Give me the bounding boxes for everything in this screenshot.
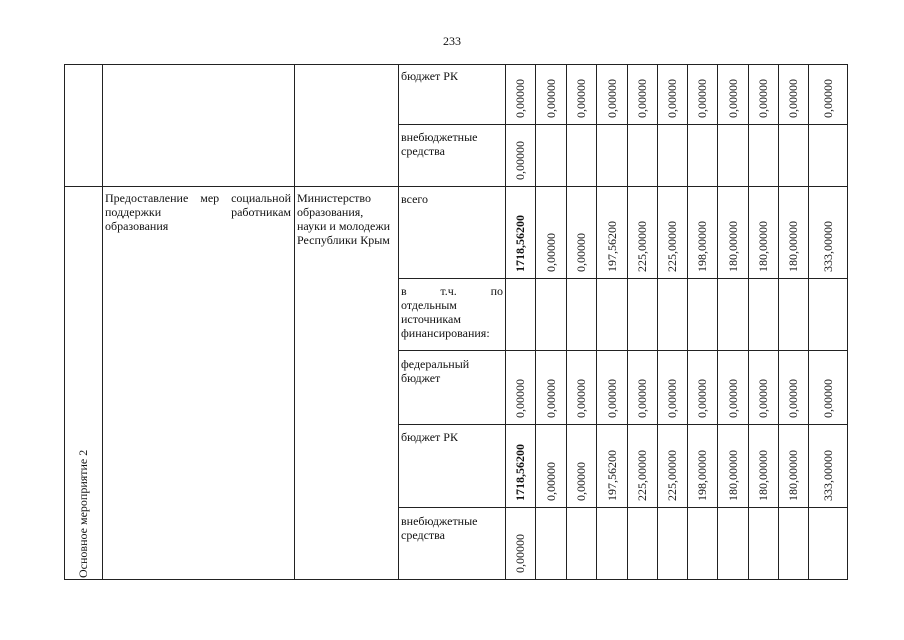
page-number: 233 (443, 34, 461, 48)
value-cell: 0,00000 (513, 534, 527, 573)
value-cell: 180,00000 (725, 221, 740, 272)
value-cell: 0,00000 (786, 379, 800, 418)
row-label-federal: федеральный бюджет (401, 357, 470, 385)
row-divider (398, 278, 848, 279)
col-divider (294, 64, 295, 580)
value-cell: 0,00000 (725, 79, 740, 118)
budget-table (64, 64, 848, 580)
value-cell: 0,00000 (635, 379, 649, 418)
row-divider (64, 186, 848, 187)
value-cell: 197,56200 (604, 221, 619, 272)
value-cell: 180,00000 (786, 450, 800, 501)
col-divider (596, 64, 597, 580)
col-divider (566, 64, 567, 580)
col-divider (657, 64, 658, 580)
value-cell: 0,00000 (665, 79, 679, 118)
row-label-incl-sources: в т.ч. по отдельным источникам финансирования: (401, 284, 503, 340)
value-cell: 0,00000 (786, 79, 800, 118)
value-cell: 0,00000 (543, 79, 558, 118)
value-cell: 180,00000 (786, 221, 800, 272)
row-divider (398, 350, 848, 351)
row-divider (398, 124, 848, 125)
value-cell: 0,00000 (574, 233, 588, 272)
row-label-budget-rk: бюджет РК (401, 69, 458, 83)
value-cell: 180,00000 (756, 221, 770, 272)
activity-name: Предоставление мер социальной поддержки работникам образования (105, 191, 291, 233)
value-cell: 180,00000 (725, 450, 740, 501)
value-cell: 0,00000 (756, 79, 770, 118)
row-label-total: всего (401, 192, 429, 206)
row-label-budget-rk: бюджет РК (401, 430, 458, 444)
value-cell: 197,56200 (604, 450, 619, 501)
value-cell: 333,00000 (820, 221, 835, 272)
col-divider (627, 64, 628, 580)
table-border-left (64, 64, 65, 580)
value-cell: 0,00000 (820, 79, 835, 118)
col-divider (102, 64, 103, 580)
row-divider (398, 507, 848, 508)
col-divider (505, 64, 506, 580)
col-divider (717, 64, 718, 580)
value-cell: 180,00000 (756, 450, 770, 501)
value-cell: 1718,56200 (513, 444, 527, 501)
col-divider (778, 64, 779, 580)
value-cell: 1718,56200 (513, 215, 527, 272)
value-cell: 0,00000 (543, 233, 558, 272)
col-divider (398, 64, 399, 580)
col-divider (748, 64, 749, 580)
main-event-label: Основное мероприятие 2 (76, 449, 90, 578)
col-divider (808, 64, 809, 580)
table-border-bottom (64, 579, 848, 580)
value-cell: 198,00000 (695, 450, 709, 501)
col-divider (535, 64, 536, 580)
value-cell: 0,00000 (513, 379, 527, 418)
value-cell: 0,00000 (635, 79, 649, 118)
value-cell: 0,00000 (513, 141, 527, 180)
value-cell: 0,00000 (574, 79, 588, 118)
value-cell: 0,00000 (695, 79, 709, 118)
value-cell: 0,00000 (756, 379, 770, 418)
value-cell: 0,00000 (574, 462, 588, 501)
row-label-extrabudget: внебюджетные средства (401, 130, 478, 158)
value-cell: 0,00000 (725, 379, 740, 418)
value-cell: 0,00000 (513, 79, 527, 118)
value-cell: 333,00000 (820, 450, 835, 501)
value-cell: 0,00000 (604, 79, 619, 118)
value-cell: 225,00000 (635, 221, 649, 272)
value-cell: 0,00000 (604, 379, 619, 418)
value-cell: 225,00000 (635, 450, 649, 501)
value-cell: 0,00000 (574, 379, 588, 418)
value-cell: 0,00000 (543, 462, 558, 501)
table-border-top (64, 64, 848, 65)
col-divider (687, 64, 688, 580)
value-cell: 0,00000 (695, 379, 709, 418)
value-cell: 0,00000 (820, 379, 835, 418)
value-cell: 225,00000 (665, 221, 679, 272)
value-cell: 198,00000 (695, 221, 709, 272)
row-divider (398, 424, 848, 425)
executor-name: Министерство образования, науки и молодежи Республики Крым (297, 191, 391, 247)
row-label-extrabudget: внебюджетные средства (401, 514, 478, 542)
value-cell: 225,00000 (665, 450, 679, 501)
table-border-right (847, 64, 848, 580)
value-cell: 0,00000 (543, 379, 558, 418)
value-cell: 0,00000 (665, 379, 679, 418)
